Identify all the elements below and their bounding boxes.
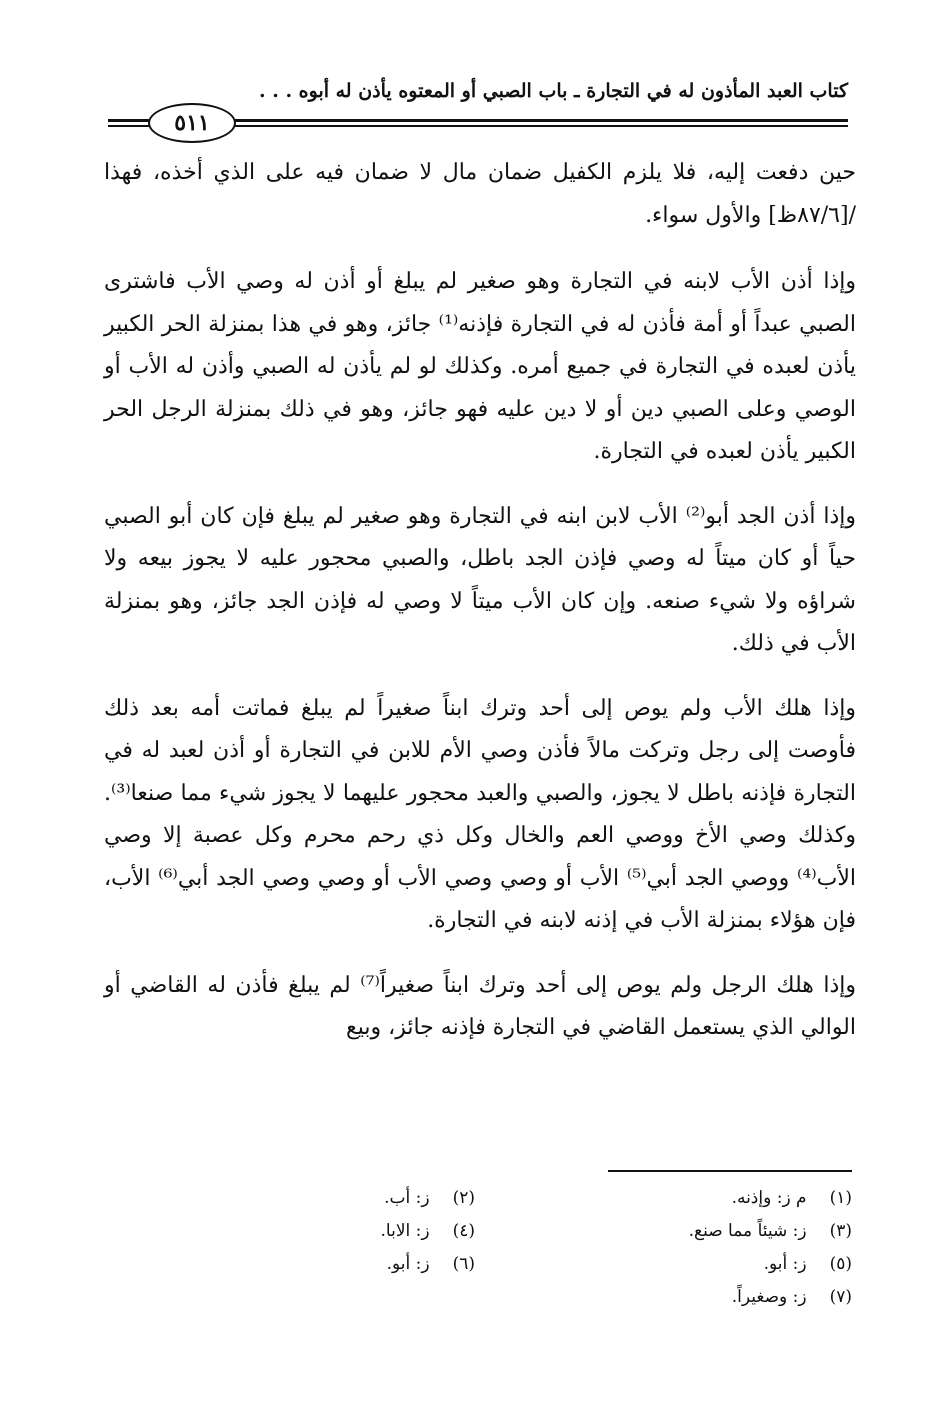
footnotes <box>108 1186 852 1310</box>
footnote-rule <box>608 1170 852 1172</box>
footnote <box>108 1219 475 1244</box>
paragraph: وإذا هلك الرجل ولم يوص إلى أحد وترك ابناً صغيراً⁽⁷⁾ لم يبلغ فأذن له القاضي أو الوالي الذي يستعمل القاضي في التجارة فإذنه جائز، وبيع <box>104 972 856 1040</box>
footnote-number: (٧) <box>829 1287 852 1307</box>
footnote-text: ز: أبو. <box>763 1254 807 1274</box>
footnote-number: (١) <box>829 1188 852 1208</box>
running-head: كتاب العبد المأذون له في التجارة ـ باب الصبي أو المعتوه يأذن له أبوه . . . <box>258 80 848 102</box>
footnote-number: (٢) <box>452 1188 475 1208</box>
body-text <box>104 152 856 1072</box>
page-number: ٥١١ <box>148 103 236 143</box>
footnote-text: ز: أبو. <box>386 1254 430 1274</box>
paragraph: وإذا هلك الأب ولم يوص إلى أحد وترك ابناً صغيراً لم يبلغ فماتت أمه بعد ذلك فأوصت إلى رجل وتركت مالاً فأذن وصي الأم للابن في التجارة أو أذن لعبد له في التجارة فإذنه باطل لا يجوز، والصبي والعبد محجور عليهما لا يجوز شيء مما صنعا⁽³⁾. وكذلك وصي الأخ ووصي العم والخال وكل ذي رحم محرم وكل عصبة إلا وصي الأب⁽⁴⁾ ووصي الجد أبي⁽⁵⁾ الأب أو وصي وصي الأب أو وصي وصي الجد أبي⁽⁶⁾ الأب، فإن هؤلاء بمنزلة الأب في إذنه لابنه في التجارة. <box>104 695 857 933</box>
footnote-number: (٣) <box>829 1221 852 1241</box>
footnote-number: (٥) <box>829 1254 852 1274</box>
footnote <box>485 1186 852 1211</box>
footnote-number: (٦) <box>452 1254 475 1274</box>
footnote <box>485 1219 852 1244</box>
paragraph: حين دفعت إليه، فلا يلزم الكفيل ضمان مال لا ضمان فيه على الذي أخذه، فهذا /[٨٧/٦ظ] والأول سواء. <box>104 160 856 228</box>
footnote-text: م ز: وإذنه. <box>731 1188 807 1208</box>
footnote-text: ز: شيئاً مما صنع. <box>688 1221 807 1241</box>
footnote-text: ز: وصغيراً. <box>731 1287 807 1307</box>
footnote-text: ز: الابا. <box>380 1221 430 1241</box>
footnote-text: ز: أب. <box>384 1188 430 1208</box>
footnote-number: (٤) <box>452 1221 475 1241</box>
footnote <box>108 1186 475 1211</box>
footnote <box>485 1252 852 1277</box>
footnote <box>108 1252 475 1277</box>
footnote <box>485 1285 852 1310</box>
paragraph: وإذا أذن الجد أبو⁽²⁾ الأب لابن ابنه في التجارة وهو صغير لم يبلغ فإن كان أبو الصبي حياً أو كان ميتاً له وصي فإذن الجد باطل، والصبي محجور عليه لا يجوز بيعه ولا شراؤه ولا شيء صنعه. وإن كان الأب ميتاً لا وصي له فإذن الجد جائز، وهو بمنزلة الأب في ذلك. <box>104 503 856 656</box>
paragraph: وإذا أذن الأب لابنه في التجارة وهو صغير لم يبلغ أو أذن له وصي الأب فاشترى الصبي عبداً أو أمة فأذن له في التجارة فإذنه⁽¹⁾ جائز، وهو في هذا بمنزلة الحر الكبير يأذن لعبده في التجارة في جميع أمره. وكذلك لو لم يأذن له الصبي وأذن له الأب أو الوصي وعلى الصبي دين أو لا دين عليه فهو جائز، وهو في ذلك بمنزلة الرجل الحر الكبير يأذن لعبده في التجارة. <box>104 269 856 464</box>
